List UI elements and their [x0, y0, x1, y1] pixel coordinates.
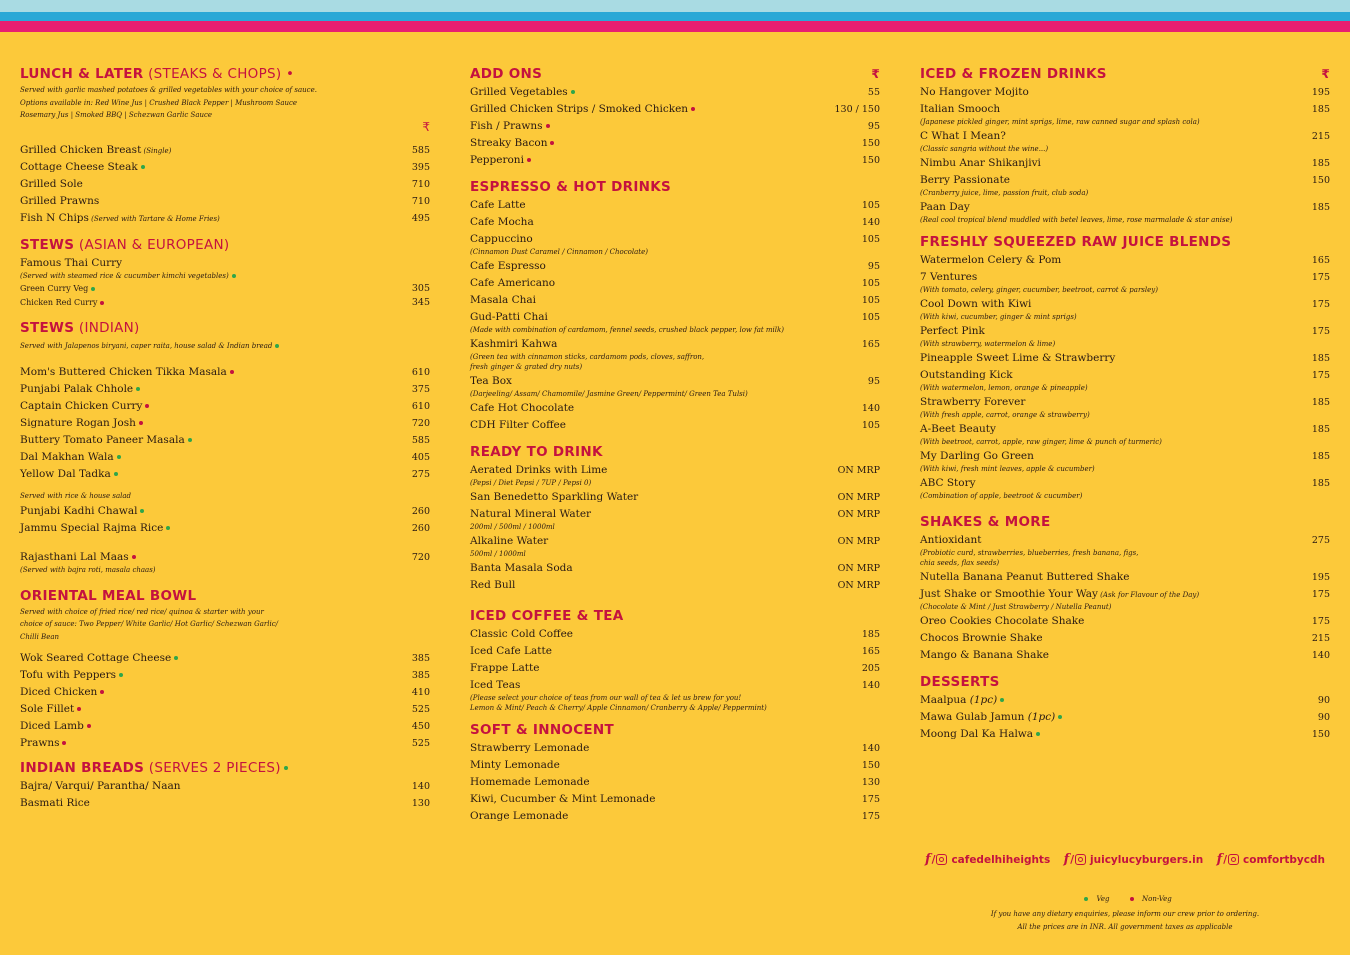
item-note: (Classic sangria without the wine...): [920, 145, 1049, 153]
veg-dot-icon: [136, 387, 140, 391]
section-title-desserts: DESSERTS: [920, 674, 1000, 690]
menu-item: Captain Chicken Curry 610: [20, 400, 430, 412]
menu-item: Tea Box 95: [470, 375, 880, 387]
item-note: (With beetroot, carrot, apple, raw ginger, lime & punch of turmeric): [920, 438, 1162, 446]
menu-item: Nutella Banana Peanut Buttered Shake 195: [920, 571, 1330, 583]
legend-veg: Veg: [1078, 895, 1109, 903]
menu-item: Mango & Banana Shake 140: [920, 649, 1330, 661]
item-note: (With strawberry, watermelon & lime): [920, 340, 1056, 348]
section-note: Chilli Bean: [20, 632, 60, 641]
item-note: (With fresh apple, carrot, orange & strawberry): [920, 411, 1090, 419]
menu-item: Basmati Rice 130: [20, 797, 430, 809]
menu-item: Classic Cold Coffee 185: [470, 628, 880, 640]
item-note: (Chocolate & Mint / Just Strawberry / Nutella Peanut): [920, 603, 1112, 611]
menu-item: Antioxidant 275: [920, 534, 1330, 546]
section-title-shakes: SHAKES & MORE: [920, 514, 1051, 530]
nonveg-dot-icon: [139, 421, 143, 425]
menu-item: Pepperoni 150: [470, 154, 880, 166]
item-note: (Japanese pickled ginger, mint sprigs, lime, raw canned sugar and splash cola): [920, 118, 1200, 126]
item-note: Lemon & Mint/ Peach & Cherry/ Apple Cinnamon/ Cranberry & Apple/ Peppermint): [470, 704, 767, 712]
veg-dot-icon: [140, 509, 144, 513]
rupee-icon: ₹: [871, 67, 880, 81]
menu-item: Moong Dal Ka Halwa 150: [920, 728, 1330, 740]
menu-item: Cottage Cheese Steak 395: [20, 160, 430, 173]
top-stripe-pink: [0, 21, 1350, 32]
menu-item: Maalpua (1pc) 90: [920, 694, 1330, 706]
veg-dot-icon: [117, 455, 121, 459]
item-note: (Cinnamon Dust Caramel / Cinnamon / Chocolate): [470, 248, 648, 256]
menu-item: Italian Smooch 185: [920, 103, 1330, 115]
veg-dot-icon: [275, 344, 279, 348]
item-note: (Combination of apple, beetroot & cucumber): [920, 492, 1083, 500]
menu-item: Chicken Red Curry 345: [20, 296, 430, 308]
menu-item: Punjabi Palak Chhole 375: [20, 383, 430, 395]
menu-item: Natural Mineral Water ON MRP: [470, 508, 880, 520]
menu-item: Banta Masala Soda ON MRP: [470, 562, 880, 574]
menu-item: Diced Chicken 410: [20, 686, 430, 698]
section-title-espresso: ESPRESSO & HOT DRINKS: [470, 179, 672, 195]
nonveg-dot-icon: [1130, 897, 1134, 901]
section-title-iced-frozen: ICED & FROZEN DRINKS ₹: [920, 66, 1330, 82]
item-note: (Served with steamed rice & cucumber kimchi vegetables): [20, 270, 430, 282]
nonveg-dot-icon: [550, 141, 554, 145]
menu-item: Cafe Espresso 95: [470, 260, 880, 272]
section-title-oriental: ORIENTAL MEAL BOWL: [20, 587, 197, 604]
veg-dot-icon: [1084, 897, 1088, 901]
item-note: 200ml / 500ml / 1000ml: [470, 523, 555, 531]
menu-item: Yellow Dal Tadka 275: [20, 468, 430, 480]
menu-item: Cool Down with Kiwi 175: [920, 298, 1330, 310]
section-title-breads: INDIAN BREADS (SERVES 2 PIECES): [20, 758, 430, 778]
menu-item: Nimbu Anar Shikanjivi 185: [920, 157, 1330, 169]
section-note: Served with rice & house salad: [20, 492, 132, 500]
menu-item: Chocos Brownie Shake 215: [920, 632, 1330, 644]
menu-item: Fish N Chips (Served with Tartare & Home Fries) 495: [20, 211, 430, 224]
menu-item: Rajasthani Lal Maas 720: [20, 550, 430, 563]
menu-item: Grilled Chicken Strips / Smoked Chicken 130 / 150: [470, 103, 880, 115]
social-handles: [925, 852, 1325, 867]
menu-item: Watermelon Celery & Pom 165: [920, 254, 1330, 266]
veg-dot-icon: [166, 526, 170, 530]
menu-item: Iced Cafe Latte 165: [470, 645, 880, 657]
menu-item: Berry Passionate 150: [920, 174, 1330, 186]
section-note: Served with garlic mashed potatoes & grilled vegetables with your choice of sauce.: [20, 86, 317, 94]
rupee-icon: ₹: [422, 119, 430, 134]
section-note: Rosemary Jus | Smoked BBQ | Schezwan Garlic Sauce: [20, 111, 213, 119]
nonveg-dot-icon: [87, 724, 91, 728]
footer-dietary-note: If you have any dietary enquiries, please inform our crew prior to ordering.: [990, 910, 1260, 918]
nonveg-dot-icon: [77, 707, 81, 711]
menu-item: Aerated Drinks with Lime ON MRP: [470, 464, 880, 476]
item-note: (Served with bajra roti, masala chaas): [20, 565, 156, 574]
menu-item: Cappuccino 105: [470, 233, 880, 245]
menu-item: Green Curry Veg 305: [20, 282, 430, 294]
item-note: (With tomato, celery, ginger, cucumber, beetroot, carrot & parsley): [920, 286, 1158, 294]
item-note: (With kiwi, fresh mint leaves, apple & cucumber): [920, 465, 1095, 473]
menu-item: No Hangover Mojito 195: [920, 86, 1330, 98]
top-stripe-light-blue: [0, 0, 1350, 12]
menu-item: Iced Teas 140: [470, 679, 880, 691]
footer-notes: [920, 908, 1330, 933]
menu-item: Buttery Tomato Paneer Masala 585: [20, 434, 430, 446]
menu-item: 7 Ventures 175: [920, 271, 1330, 283]
menu-item: Grilled Sole 710: [20, 177, 430, 190]
section-title-juice: FRESHLY SQUEEZED RAW JUICE BLENDS: [920, 234, 1232, 250]
menu-item: A-Beet Beauty 185: [920, 423, 1330, 435]
menu-item: Frappe Latte 205: [470, 662, 880, 674]
veg-dot-icon: [141, 165, 145, 169]
menu-item: Paan Day 185: [920, 201, 1330, 213]
menu-item: Mom's Buttered Chicken Tikka Masala 610: [20, 366, 430, 378]
item-note: (With watermelon, lemon, orange & pineapple): [920, 384, 1088, 392]
menu-item: Strawberry Lemonade 140: [470, 742, 880, 754]
menu-item: Wok Seared Cottage Cheese 385: [20, 652, 430, 664]
menu-item: Signature Rogan Josh 720: [20, 417, 430, 429]
section-title-ready: READY TO DRINK: [470, 444, 603, 460]
menu-column-3: [920, 58, 1330, 743]
veg-dot-icon: [91, 287, 95, 291]
nonveg-dot-icon: [132, 555, 136, 559]
menu-column-1: [20, 58, 430, 812]
item-note: 500ml / 1000ml: [470, 550, 526, 558]
nonveg-dot-icon: [230, 370, 234, 374]
veg-dot-icon: [174, 656, 178, 660]
menu-item: Grilled Chicken Breast (Single) 585: [20, 143, 430, 156]
nonveg-dot-icon: [691, 107, 695, 111]
veg-dot-icon: [284, 766, 288, 770]
menu-item: ABC Story 185: [920, 477, 1330, 489]
menu-item: Fish / Prawns 95: [470, 120, 880, 132]
section-title-iced-coffee: ICED COFFEE & TEA: [470, 608, 624, 624]
item-note: (With kiwi, cucumber, ginger & mint sprigs): [920, 313, 1077, 321]
menu-item: Grilled Vegetables 55: [470, 86, 880, 98]
menu-item: Cafe Americano 105: [470, 277, 880, 289]
item-note: (Real cool tropical blend muddled with betel leaves, lime, rose marmalade & star anise): [920, 216, 1233, 224]
fb-ig-icon: f /: [1217, 852, 1239, 867]
veg-dot-icon: [119, 673, 123, 677]
section-note: choice of sauce: Two Pepper/ White Garlic/ Hot Garlic/ Schezwan Garlic/: [20, 620, 279, 628]
veg-dot-icon: [1058, 715, 1062, 719]
item-note: (Probiotic curd, strawberries, blueberries, fresh banana, figs,: [920, 549, 1139, 557]
menu-item: Jammu Special Rajma Rice 260: [20, 521, 430, 534]
menu-item: Outstanding Kick 175: [920, 369, 1330, 381]
menu-item: Gud-Patti Chai 105: [470, 311, 880, 323]
item-note: chia seeds, flax seeds): [920, 559, 1000, 567]
item-note: (Darjeeling/ Assam/ Chamomile/ Jasmine Green/ Peppermint/ Green Tea Tulsi): [470, 390, 748, 398]
currency-header: [20, 119, 430, 135]
diet-legend: [920, 895, 1330, 903]
nonveg-dot-icon: [527, 158, 531, 162]
section-title-lunch: LUNCH & LATER (STEAKS & CHOPS) •: [20, 66, 295, 82]
social-link-cafedelhiheights[interactable]: f / cafedelhiheights: [925, 852, 1051, 867]
nonveg-dot-icon: [100, 301, 104, 305]
menu-item: Dal Makhan Wala 405: [20, 451, 430, 463]
veg-dot-icon: [1000, 698, 1004, 702]
nonveg-dot-icon: [100, 690, 104, 694]
fb-ig-icon: f /: [925, 852, 947, 867]
nonveg-dot-icon: [546, 124, 550, 128]
veg-dot-icon: [1036, 732, 1040, 736]
nonveg-dot-icon: [62, 741, 66, 745]
section-note: Served with choice of fried rice/ red rice/ quinoa & starter with your: [20, 607, 264, 616]
menu-item: Prawns 525: [20, 737, 430, 749]
item-note: (Green tea with cinnamon sticks, cardamom pods, cloves, saffron,: [470, 353, 705, 361]
footer-price-note: All the prices are in INR. All government taxes as applicable: [1017, 922, 1233, 931]
menu-item: Red Bull ON MRP: [470, 579, 880, 591]
social-link-juicylucyburgers[interactable]: f / juicylucyburgers.in: [1063, 852, 1204, 867]
menu-item: Cafe Mocha 140: [470, 216, 880, 228]
section-title-stews-asian: STEWS (ASIAN & EUROPEAN): [20, 236, 230, 253]
item-note: (Made with combination of cardamom, fennel seeds, crushed black pepper, low fat milk): [470, 326, 785, 334]
item-note: fresh ginger & grated dry nuts): [470, 363, 583, 371]
section-title-soft: SOFT & INNOCENT: [470, 722, 615, 738]
menu-item: Cafe Latte 105: [470, 199, 880, 211]
fb-ig-icon: f /: [1064, 852, 1086, 867]
menu-item: Just Shake or Smoothie Your Way (Ask for Flavour of the Day) 175: [920, 588, 1330, 600]
social-link-comfortbycdh[interactable]: f / comfortbycdh: [1216, 852, 1325, 867]
veg-dot-icon: [188, 438, 192, 442]
menu-item: Tofu with Peppers 385: [20, 669, 430, 681]
menu-item: CDH Filter Coffee 105: [470, 419, 880, 431]
item-note: (Please select your choice of teas from our wall of tea & let us brew for you!: [470, 694, 742, 702]
menu-item: Kashmiri Kahwa 165: [470, 338, 880, 350]
menu-column-2: [470, 58, 880, 825]
menu-item: Minty Lemonade 150: [470, 759, 880, 771]
nonveg-dot-icon: [145, 404, 149, 408]
menu-item: My Darling Go Green 185: [920, 450, 1330, 462]
section-note: Served with Jalapenos biryani, caper raita, house salad & Indian bread: [20, 340, 430, 353]
section-note: Options available in: Red Wine Jus | Crushed Black Pepper | Mushroom Sauce: [20, 98, 298, 107]
menu-item: Kiwi, Cucumber & Mint Lemonade 175: [470, 793, 880, 805]
menu-item: C What I Mean? 215: [920, 130, 1330, 142]
veg-dot-icon: [114, 472, 118, 476]
menu-item: Masala Chai 105: [470, 294, 880, 306]
legend-nonveg: Non-Veg: [1124, 895, 1172, 903]
menu-item: San Benedetto Sparkling Water ON MRP: [470, 491, 880, 503]
menu-item: Strawberry Forever 185: [920, 396, 1330, 408]
menu-item: Famous Thai Curry: [20, 256, 123, 269]
menu-item: Pineapple Sweet Lime & Strawberry 185: [920, 352, 1330, 364]
menu-item: Bajra/ Varqui/ Parantha/ Naan 140: [20, 780, 430, 792]
menu-item: Grilled Prawns 710: [20, 194, 430, 207]
menu-item: Diced Lamb 450: [20, 720, 430, 732]
menu-item: Orange Lemonade 175: [470, 810, 880, 822]
menu-item: Streaky Bacon 150: [470, 137, 880, 149]
menu-item: Homemade Lemonade 130: [470, 776, 880, 788]
veg-dot-icon: [571, 90, 575, 94]
menu-item: Alkaline Water ON MRP: [470, 535, 880, 547]
menu-item: Oreo Cookies Chocolate Shake 175: [920, 615, 1330, 627]
section-title-stews-indian: STEWS (INDIAN): [20, 319, 140, 336]
menu-item: Sole Fillet 525: [20, 703, 430, 715]
menu-item: Mawa Gulab Jamun (1pc) 90: [920, 711, 1330, 723]
rupee-icon: ₹: [1321, 67, 1330, 81]
top-stripe-blue: [0, 12, 1350, 21]
menu-item: Punjabi Kadhi Chawal 260: [20, 504, 430, 517]
section-title-addons: ADD ONS ₹: [470, 66, 880, 82]
item-note: (Cranberry juice, lime, passion fruit, club soda): [920, 189, 1089, 197]
veg-dot-icon: [232, 274, 236, 278]
item-note: (Pepsi / Diet Pepsi / 7UP / Pepsi 0): [470, 479, 592, 487]
menu-item: Perfect Pink 175: [920, 325, 1330, 337]
menu-item: Cafe Hot Chocolate 140: [470, 402, 880, 414]
